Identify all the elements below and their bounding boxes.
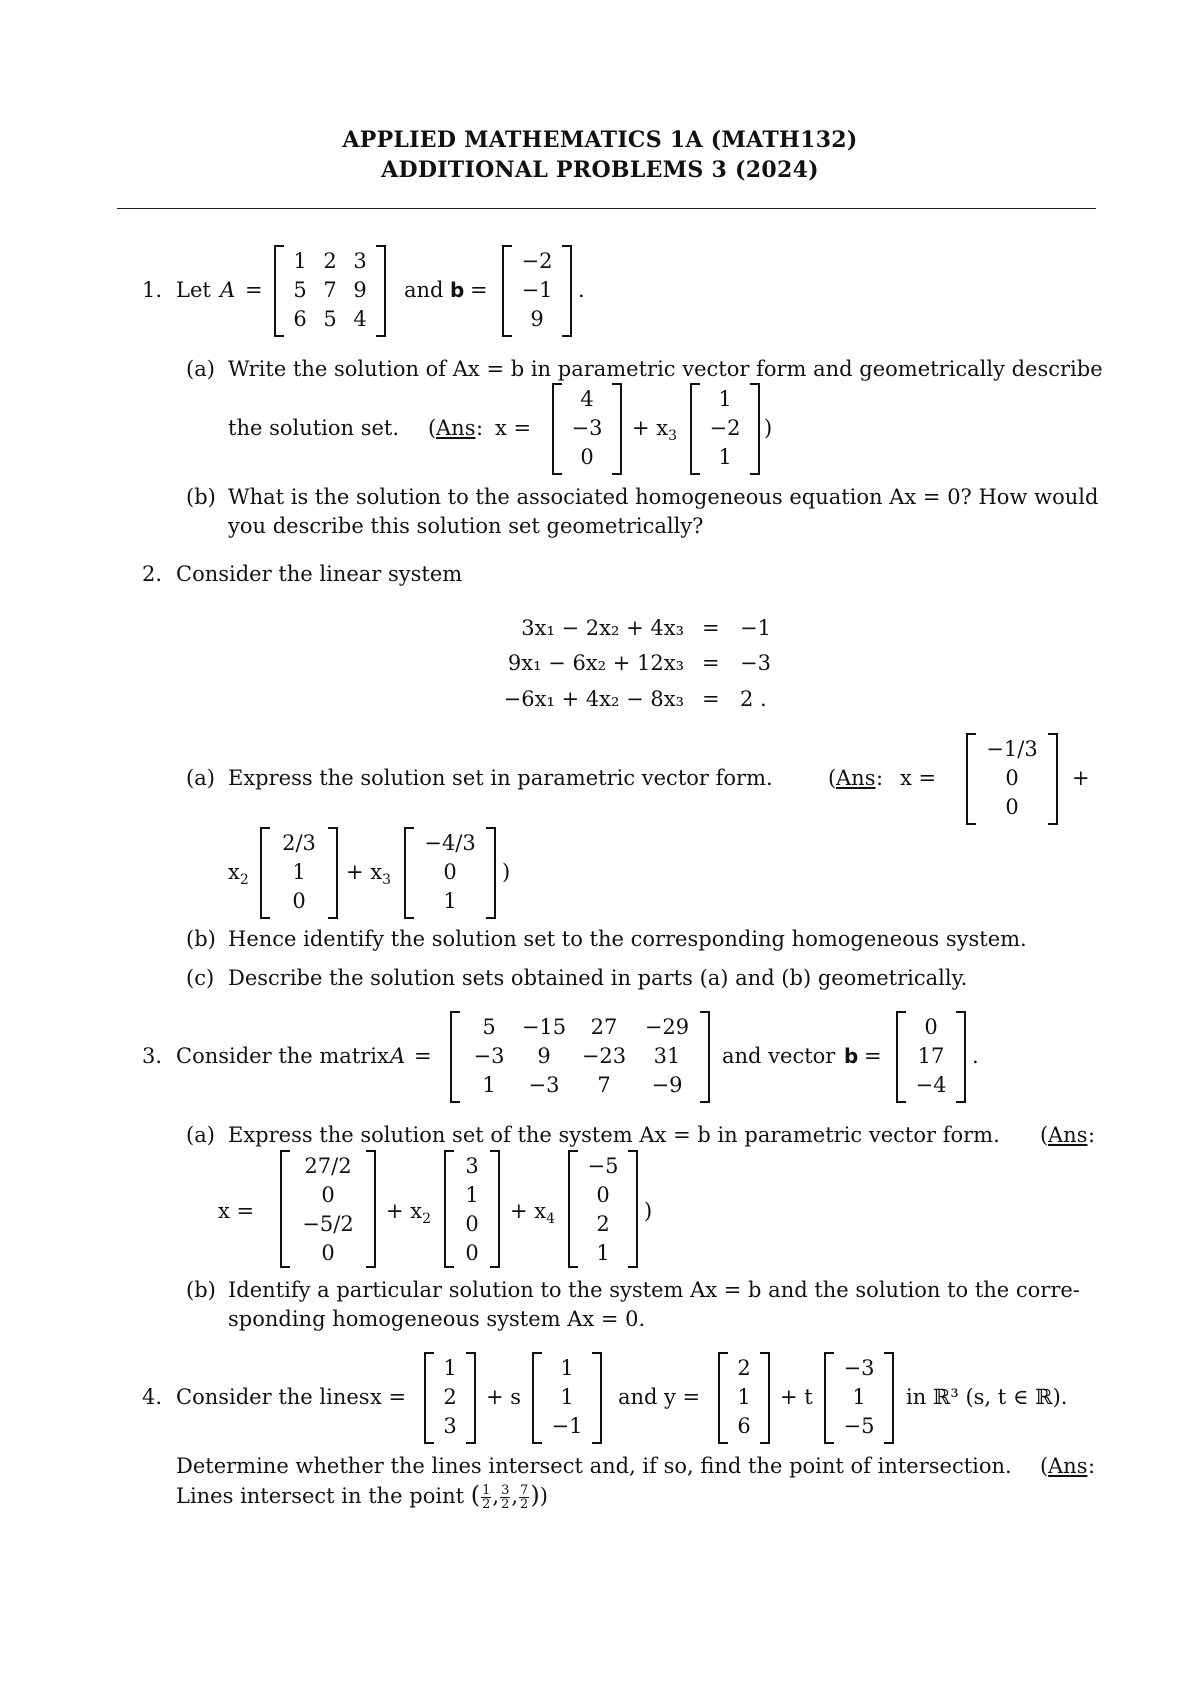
- vector-cell: 1: [852, 1385, 866, 1409]
- vector-cell: 1: [443, 889, 457, 913]
- part-3b-label: (b): [186, 1278, 216, 1302]
- subscript: 2: [239, 872, 249, 889]
- problem-1-equals: =: [245, 278, 263, 302]
- fraction-denominator: 2: [482, 1497, 491, 1512]
- part-3b-text: Identify a particular solution to the system Ax = b and the solution to the corre-: [228, 1278, 1080, 1302]
- document-subtitle: ADDITIONAL PROBLEMS 3 (2024): [381, 157, 819, 183]
- matrix-cell: 2: [323, 249, 337, 273]
- part-2a-x2: [228, 859, 249, 889]
- part-2a-plus-x3: [346, 859, 392, 889]
- part-1a-label: (a): [186, 357, 215, 381]
- vector-cell: 1: [465, 1183, 479, 1207]
- fraction: [519, 1484, 529, 1511]
- fraction-denominator: 2: [520, 1497, 529, 1512]
- vector-cell: 1: [560, 1356, 574, 1380]
- problem-3-period: .: [972, 1044, 979, 1068]
- vector-cell: 17: [917, 1044, 945, 1068]
- part-2b-label: (b): [186, 927, 216, 951]
- problem-2-number: 2.: [142, 562, 163, 586]
- document-title: APPLIED MATHEMATICS 1A (MATH132): [342, 127, 858, 153]
- vector-cell: −3: [571, 416, 603, 440]
- matrix-cell: 3: [353, 249, 367, 273]
- vector-cell: 2: [737, 1356, 751, 1380]
- paren-open: (: [470, 1481, 481, 1509]
- vector-cell: −1: [551, 1414, 583, 1438]
- part-1b-text-2: you describe this solution set geometrically?: [228, 514, 704, 538]
- vector-cell: 0: [465, 1212, 479, 1236]
- problem-4-plus-t: + t: [780, 1385, 813, 1409]
- part-3a-label: (a): [186, 1123, 215, 1147]
- vector-cell: 4: [580, 387, 594, 411]
- part-3b-text-2: sponding homogeneous system Ax = 0.: [228, 1307, 646, 1331]
- part-2b-text: Hence identify the solution set to the corresponding homogeneous system.: [228, 927, 1027, 951]
- problem-1-A-symbol: A: [220, 278, 236, 302]
- x-text: x: [228, 860, 240, 884]
- vector-cell: 1: [737, 1385, 751, 1409]
- vector-cell: −4/3: [424, 831, 476, 855]
- equation-3-eq: =: [702, 687, 720, 711]
- vector-cell: 0: [321, 1183, 335, 1207]
- matrix-cell: 9: [537, 1044, 551, 1068]
- fraction: [481, 1484, 491, 1511]
- vector-cell: 0: [465, 1241, 479, 1265]
- vector-cell: −5: [843, 1414, 875, 1438]
- vector-cell: −1/3: [986, 737, 1038, 761]
- problem-4-text: Determine whether the lines intersect and, if so, find the point of intersection.: [176, 1454, 1012, 1478]
- plus-x-text: + x: [510, 1199, 547, 1223]
- problem-1-and: and: [404, 278, 444, 302]
- matrix-cell: 5: [482, 1015, 496, 1039]
- part-1a-ans-open: (: [428, 416, 437, 440]
- part-2a-x-eq: x =: [900, 766, 937, 790]
- plus-x-text: + x: [632, 416, 669, 440]
- vector-cell: 3: [465, 1154, 479, 1178]
- part-1a-text: Write the solution of Ax = b in parametric vector form and geometrically describe: [228, 357, 1103, 381]
- vector-cell: −1: [521, 278, 553, 302]
- fraction-numerator: 1: [482, 1483, 491, 1498]
- vector-cell: 1: [718, 445, 732, 469]
- problem-4-and: and: [618, 1385, 658, 1409]
- header-divider: [117, 208, 1096, 209]
- problem-3-equals-2: =: [864, 1044, 882, 1068]
- subscript: 3: [382, 872, 392, 889]
- vector-cell: 0: [1005, 795, 1019, 819]
- problem-1-period: .: [578, 278, 585, 302]
- part-2a-ans-label: Ans: [836, 766, 876, 790]
- problem-4-ans-open: (: [1040, 1454, 1049, 1478]
- equation-1-rhs: −1: [740, 616, 771, 640]
- matrix-cell: 7: [597, 1073, 611, 1097]
- problem-3-lead: Consider the matrix: [176, 1044, 389, 1068]
- equation-2-rhs: −3: [740, 651, 771, 675]
- part-3a-close: ): [644, 1199, 653, 1223]
- problem-3-b-symbol: b: [844, 1044, 859, 1068]
- part-3a-text: Express the solution set of the system Ax = b in parametric vector form.: [228, 1123, 1000, 1147]
- equation-3-rhs: 2 .: [740, 687, 767, 711]
- problem-4-y-eq: y =: [664, 1385, 701, 1409]
- matrix-cell: −9: [651, 1073, 683, 1097]
- part-3a-ans-label: Ans: [1048, 1123, 1088, 1147]
- part-1a-close: ): [764, 416, 773, 440]
- matrix-cell: 1: [293, 249, 307, 273]
- vector-cell: 0: [321, 1241, 335, 1265]
- matrix-cell: 5: [323, 307, 337, 331]
- part-3a-ans-colon: :: [1088, 1123, 1096, 1147]
- subscript: 3: [668, 428, 678, 445]
- vector-cell: −5/2: [302, 1212, 354, 1236]
- vector-cell: −5: [587, 1154, 619, 1178]
- matrix-cell: −3: [528, 1073, 560, 1097]
- problem-4-x-eq: x =: [370, 1385, 407, 1409]
- part-1b-text: What is the solution to the associated homogeneous equation Ax = 0? How would: [228, 485, 1099, 509]
- equation-2-lhs: 9x₁ − 6x₂ + 12x₃: [507, 651, 684, 675]
- answer-close: ): [539, 1484, 548, 1508]
- part-2a-label: (a): [186, 766, 215, 790]
- matrix-cell: 27: [590, 1015, 618, 1039]
- vector-cell: −4: [915, 1073, 947, 1097]
- part-2a-text: Express the solution set in parametric vector form.: [228, 766, 773, 790]
- equation-1-lhs: 3x₁ − 2x₂ + 4x₃: [521, 616, 684, 640]
- problem-4-answer-line: Lines intersect in the point ( $\frac{1}{2}$ , $\frac{3}{2}$ , $\frac{7}{2}$ )): [176, 1481, 548, 1512]
- vector-cell: 6: [737, 1414, 751, 1438]
- matrix-cell: −23: [581, 1044, 627, 1068]
- part-1a-ans-label: Ans: [436, 416, 476, 440]
- vector-cell: 1: [560, 1385, 574, 1409]
- part-2c-text: Describe the solution sets obtained in parts (a) and (b) geometrically.: [228, 966, 968, 990]
- matrix-cell: −3: [473, 1044, 505, 1068]
- plus-x-text: + x: [386, 1199, 423, 1223]
- vector-cell: 0: [924, 1015, 938, 1039]
- vector-cell: 1: [718, 387, 732, 411]
- part-1a-x-eq: x =: [495, 416, 532, 440]
- part-2a-ans-colon: :: [876, 766, 884, 790]
- matrix-cell: 6: [293, 307, 307, 331]
- problem-4-domain: in ℝ³ (s, t ∈ ℝ).: [906, 1385, 1068, 1409]
- part-2a-ans-open: (: [828, 766, 837, 790]
- vector-cell: 2/3: [282, 831, 316, 855]
- part-2a-close: ): [502, 860, 511, 884]
- matrix-cell: 9: [353, 278, 367, 302]
- matrix-cell: 1: [482, 1073, 496, 1097]
- matrix-cell: 7: [323, 278, 337, 302]
- equation-2-eq: =: [702, 651, 720, 675]
- subscript: 4: [546, 1211, 556, 1228]
- problem-4-lead: Consider the lines: [176, 1385, 370, 1409]
- problem-3-number: 3.: [142, 1044, 163, 1068]
- problem-4-plus-s: + s: [486, 1385, 522, 1409]
- part-1a-text-2: the solution set.: [228, 416, 400, 440]
- problem-1-equals-2: =: [470, 278, 488, 302]
- equation-1-eq: =: [702, 616, 720, 640]
- problem-4-ans-label: Ans: [1048, 1454, 1088, 1478]
- part-3a-plus-x2: [386, 1198, 432, 1228]
- part-1b-label: (b): [186, 485, 216, 509]
- problem-1-number: 1.: [142, 278, 163, 302]
- vector-cell: −2: [709, 416, 741, 440]
- vector-cell: 1: [443, 1356, 457, 1380]
- problem-4-number: 4.: [142, 1385, 163, 1409]
- fraction: [500, 1484, 510, 1511]
- matrix-cell: −15: [521, 1015, 567, 1039]
- fraction-denominator: 2: [501, 1497, 510, 1512]
- vector-cell: 0: [292, 889, 306, 913]
- vector-cell: 1: [596, 1241, 610, 1265]
- part-3a-x-eq: x =: [218, 1199, 255, 1223]
- vector-cell: 1: [292, 860, 306, 884]
- vector-cell: 3: [443, 1414, 457, 1438]
- part-3a-ans-open: (: [1040, 1123, 1049, 1147]
- plus-x-text: + x: [346, 860, 383, 884]
- fraction-numerator: 7: [520, 1483, 529, 1498]
- vector-cell: −2: [521, 249, 553, 273]
- matrix-cell: 31: [653, 1044, 681, 1068]
- subscript: 2: [422, 1211, 432, 1228]
- vector-cell: 2: [443, 1385, 457, 1409]
- part-1a-plus-x3: [632, 415, 678, 445]
- problem-4-ans-colon: :: [1088, 1454, 1096, 1478]
- vector-cell: 2: [596, 1212, 610, 1236]
- part-2a-plus-end: +: [1072, 766, 1090, 790]
- vector-cell: 0: [596, 1183, 610, 1207]
- problem-3-A-symbol: A: [390, 1044, 406, 1068]
- problem-2-lead: Consider the linear system: [176, 562, 463, 586]
- matrix-cell: −29: [644, 1015, 690, 1039]
- problem-3-equals: =: [414, 1044, 432, 1068]
- vector-cell: 9: [530, 307, 544, 331]
- part-1a-ans-colon: :: [476, 416, 484, 440]
- fraction-numerator: 3: [501, 1483, 510, 1498]
- equation-3-lhs: −6x₁ + 4x₂ − 8x₃: [503, 687, 684, 711]
- vector-cell: 0: [443, 860, 457, 884]
- vector-cell: 0: [1005, 766, 1019, 790]
- paren-close: ): [530, 1481, 540, 1509]
- matrix-cell: 4: [353, 307, 367, 331]
- problem-1-lead: Let: [176, 278, 211, 302]
- part-2c-label: (c): [186, 966, 215, 990]
- vector-cell: 0: [580, 445, 594, 469]
- answer-text: Lines intersect in the point: [176, 1484, 465, 1508]
- matrix-cell: 5: [293, 278, 307, 302]
- problem-3-and-vector: and vector: [722, 1044, 836, 1068]
- problem-1-b-symbol: b: [450, 278, 465, 302]
- vector-cell: −3: [843, 1356, 875, 1380]
- part-3a-plus-x4: [510, 1198, 556, 1228]
- vector-cell: 27/2: [304, 1154, 352, 1178]
